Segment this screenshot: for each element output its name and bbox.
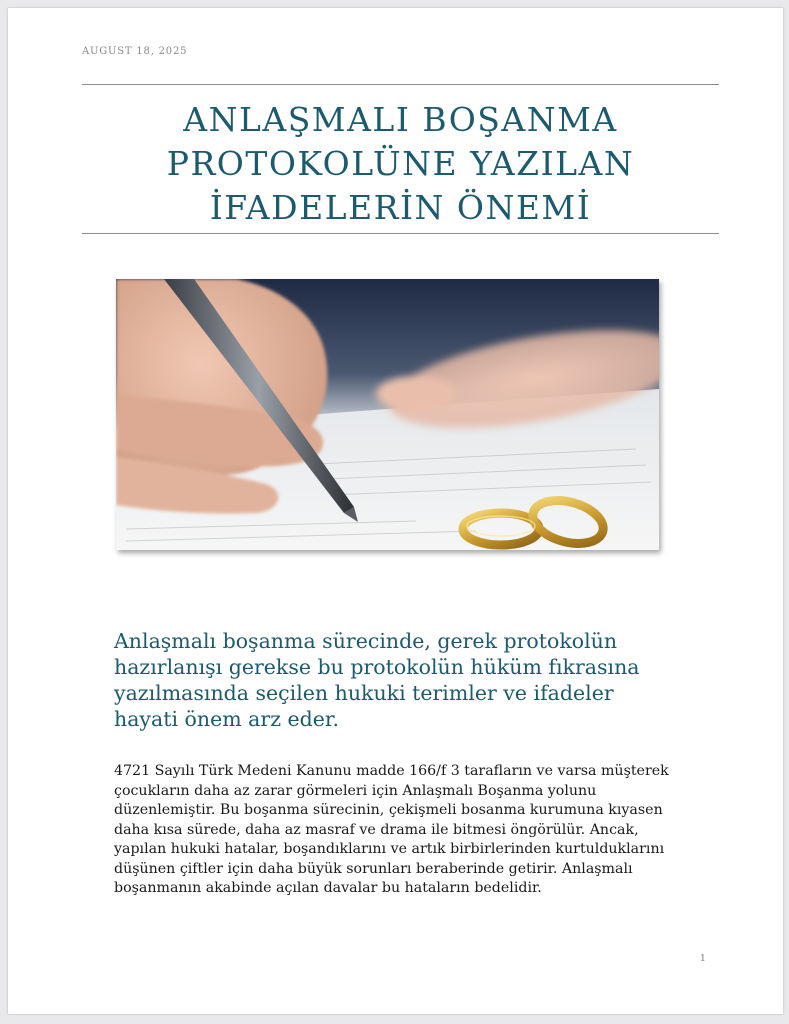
document-title (82, 98, 719, 230)
signing-illustration (116, 279, 659, 550)
document-page (8, 8, 783, 1014)
title-line-2: PROTOKOLÜNE YAZILAN (166, 144, 635, 183)
signing-photo (116, 279, 659, 550)
title-rule-top (82, 84, 719, 85)
page-number: 1 (700, 954, 706, 964)
lead-paragraph: Anlaşmalı boşanma sürecinde, gerek protokolün hazırlanışı gerekse bu protokolün hüküm fıkrasına yazılmasında seçilen hukuki terimler ve ifadeler hayati önem arz eder. (114, 629, 640, 731)
document-date: AUGUST 18, 2025 (82, 46, 188, 57)
title-rule-bottom (82, 233, 719, 234)
title-line-1: ANLAŞMALI BOŞANMA (183, 100, 618, 139)
title-line-3: İFADELERİN ÖNEMİ (209, 188, 592, 227)
body-paragraph: 4721 Sayılı Türk Medeni Kanunu madde 166/f 3 tarafların ve varsa müşterek çocukların daha az zarar görmeleri için Anlaşmalı Boşanma yolunu düzenlemiştir. Bu boşanma sürecinin, çekişmeli bosanma kurumuna kıyasen daha kısa sürede, daha az masraf ve drama ile bitmesi öngörülür. Ancak, yapılan hukuki hatalar, boşandıklarını ve artık birbirlerinden kurtulduklarını düşünen çiftler için daha büyük sorunları beraberinde getirir. Anlaşmalı boşanmanın akabinde açılan davalar bu hataların bedelidir. (114, 763, 669, 896)
